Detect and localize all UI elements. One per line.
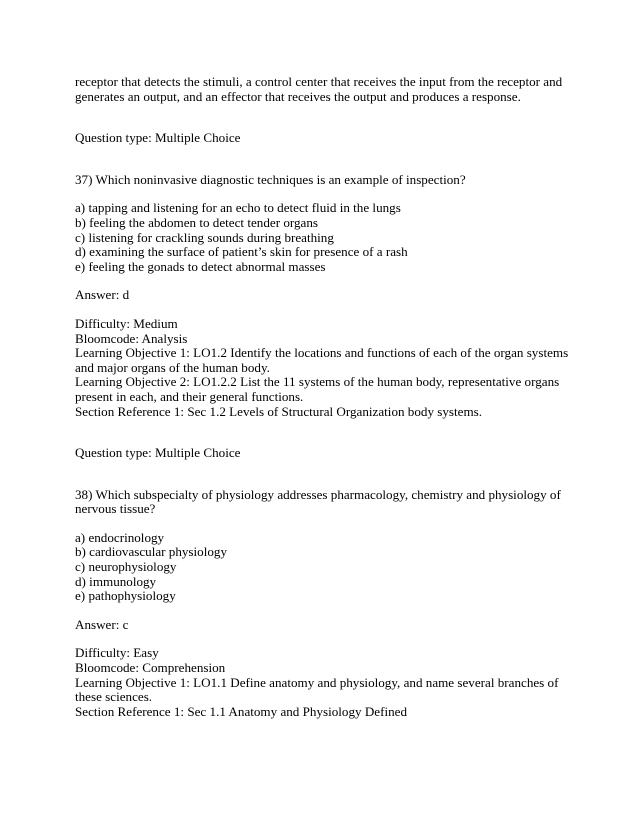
learning-objective-line: these sciences.: [75, 689, 153, 705]
difficulty-line: Difficulty: Easy: [75, 645, 159, 661]
question-line: 37) Which noninvasive diagnostic techniques is an example of inspection?: [75, 171, 466, 187]
metadata-38: [75, 646, 565, 719]
option-a: a) endocrinology: [75, 529, 165, 545]
answer-37: [75, 288, 565, 303]
option-a: a) tapping and listening for an echo to detect fluid in the lungs: [75, 200, 401, 216]
bloomcode-line: Bloomcode: Comprehension: [75, 660, 226, 676]
metadata-37: [75, 315, 569, 419]
bloomcode-line: Bloomcode: Analysis: [75, 330, 188, 346]
intro-paragraph: [75, 75, 565, 104]
intro-line: generates an output, and an effector that receives the output and produces a response.: [75, 88, 521, 104]
options-list-37: [75, 201, 565, 274]
intro-line: receptor that detects the stimuli, a control center that receives the input from the receptor and: [75, 74, 563, 89]
learning-objective-line: Learning Objective 1: LO1.1 Define anatomy and physiology, and name several branches of: [75, 674, 559, 690]
question-type-37: [75, 131, 565, 146]
options-list-38: [75, 531, 565, 604]
learning-objective-line: present in each, and their general functions.: [75, 388, 304, 404]
answer-38: [75, 618, 565, 633]
question-type-38: [75, 446, 565, 461]
section-reference-line: Section Reference 1: Sec 1.2 Levels of Structural Organization body systems.: [75, 403, 483, 419]
question-text-38: [75, 488, 565, 517]
question-type-label: Question type: Multiple Choice: [75, 130, 241, 146]
question-line: 38) Which subspecialty of physiology addresses pharmacology, chemistry and physiology of: [75, 486, 561, 502]
option-b: b) cardiovascular physiology: [75, 544, 227, 560]
option-b: b) feeling the abdomen to detect tender organs: [75, 214, 318, 230]
option-e: e) pathophysiology: [75, 588, 176, 604]
question-type-label: Question type: Multiple Choice: [75, 445, 241, 461]
section-reference-line: Section Reference 1: Sec 1.1 Anatomy and Physiology Defined: [75, 703, 407, 719]
question-text-37: [75, 173, 565, 188]
page-content: [75, 74, 569, 719]
option-c: c) neurophysiology: [75, 559, 177, 575]
learning-objective-line: Learning Objective 2: LO1.2.2 List the 11 systems of the human body, representative organs: [75, 374, 560, 390]
learning-objective-line: and major organs of the human body.: [75, 359, 270, 375]
option-d: d) immunology: [75, 573, 157, 589]
option-c: c) listening for crackling sounds during breathing: [75, 229, 334, 245]
question-line: nervous tissue?: [75, 501, 156, 517]
difficulty-line: Difficulty: Medium: [75, 315, 178, 331]
option-e: e) feeling the gonads to detect abnormal masses: [75, 258, 326, 274]
answer-line: Answer: c: [75, 616, 129, 632]
answer-line: Answer: d: [75, 287, 130, 303]
learning-objective-line: Learning Objective 1: LO1.2 Identify the locations and functions of each of the organ systems: [75, 345, 569, 361]
option-d: d) examining the surface of patient’s skin for presence of a rash: [75, 244, 408, 260]
